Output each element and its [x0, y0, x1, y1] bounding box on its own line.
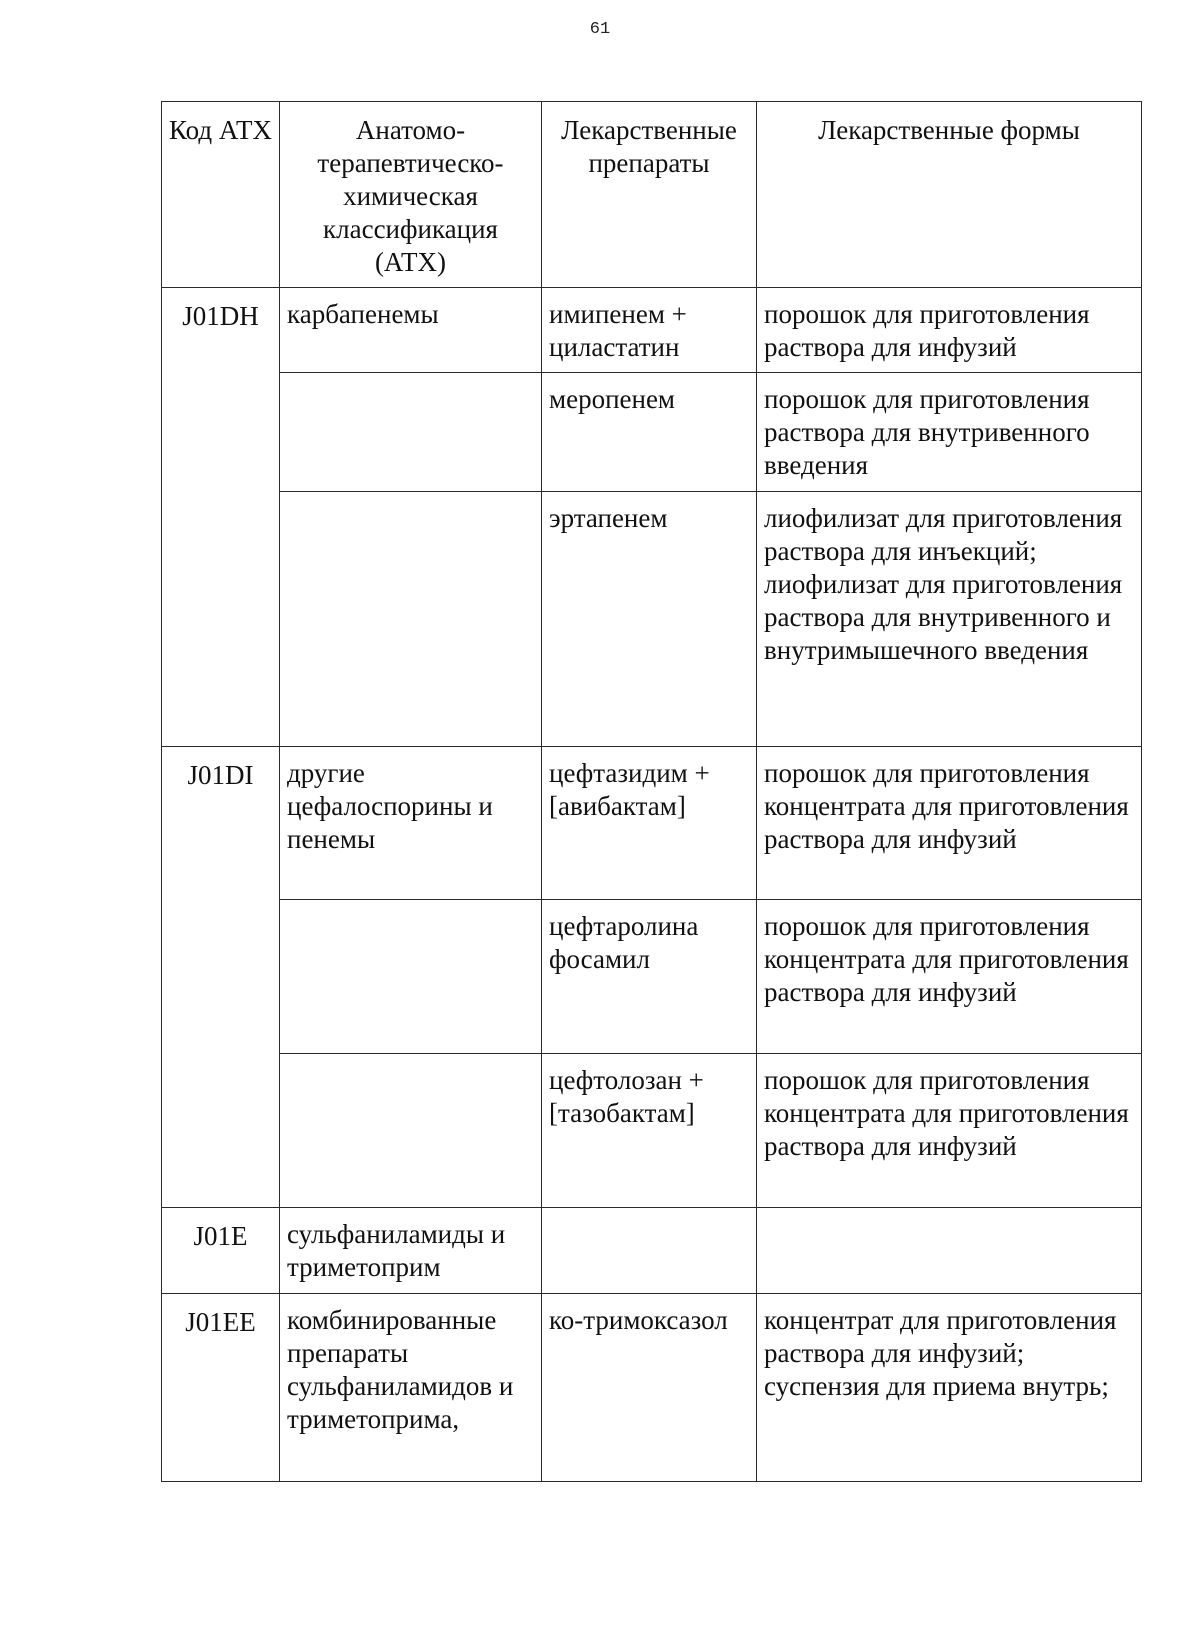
table-row	[162, 1208, 1142, 1294]
header-atx-code: Код АТХ	[162, 102, 280, 288]
drug-cell	[542, 1208, 757, 1294]
atx-code-cell: J01DH	[162, 288, 280, 747]
dosage-form-text: порошок для приготовления концентрата для приготовления раствора для инфузий	[764, 758, 1129, 854]
drug-cell: имипенем + циластатин	[542, 288, 757, 373]
dosage-form-cell	[757, 288, 1142, 373]
page-number: 61	[589, 20, 611, 39]
table-row	[162, 747, 1142, 900]
dosage-form-text: порошок для приготовления раствора для внутривенного введения	[764, 384, 1090, 480]
drug-cell: цефтазидим + [авибактам]	[542, 747, 757, 900]
classification-cell	[280, 1054, 542, 1208]
table-row	[162, 288, 1142, 373]
classification-cell	[280, 492, 542, 747]
dosage-form-cell	[757, 747, 1142, 900]
drug-cell: цефтаролина фосамил	[542, 900, 757, 1054]
dosage-form-cell	[757, 1294, 1142, 1482]
dosage-form-cell	[757, 1054, 1142, 1208]
dosage-form-text: порошок для приготовления раствора для инфузий	[764, 299, 1090, 362]
dosage-form-cell	[757, 492, 1142, 747]
dosage-form-text: концентрат для приготовления раствора для инфузий;	[764, 1305, 1117, 1368]
dosage-form-cell	[757, 1208, 1142, 1294]
table-header-row	[162, 102, 1142, 288]
dosage-form-cell	[757, 373, 1142, 492]
classification-cell: другие цефалоспорины и пенемы	[280, 747, 542, 900]
dosage-form-text: лиофилизат для приготовления раствора для инъекций;	[764, 503, 1123, 566]
classification-cell: комбинированные препараты сульфаниламидов и триметоприма,	[280, 1294, 542, 1482]
atx-code-cell: J01EE	[162, 1294, 280, 1482]
drug-cell: цефтолозан + [тазобактам]	[542, 1054, 757, 1208]
drug-cell: эртапенем	[542, 492, 757, 747]
table-row	[162, 492, 1142, 747]
header-atx-classification: Анатомо-терапевтическо-химическая классификация (АТХ)	[280, 102, 542, 288]
table-row	[162, 1054, 1142, 1208]
classification-cell: сульфаниламиды и триметоприм	[280, 1208, 542, 1294]
table-row	[162, 373, 1142, 492]
dosage-form-text: суспензия для приема внутрь;	[764, 1371, 1109, 1401]
dosage-form-text: лиофилизат для приготовления раствора для внутривенного и внутримышечного введения	[764, 569, 1123, 665]
table-row	[162, 900, 1142, 1054]
drug-cell: меропенем	[542, 373, 757, 492]
classification-cell: карбапенемы	[280, 288, 542, 373]
classification-cell	[280, 900, 542, 1054]
header-dosage-forms: Лекарственные формы	[757, 102, 1142, 288]
atx-code-cell: J01E	[162, 1208, 280, 1294]
header-drugs: Лекарственные препараты	[542, 102, 757, 288]
classification-cell	[280, 373, 542, 492]
atx-code-cell: J01DI	[162, 747, 280, 1208]
dosage-form-cell	[757, 900, 1142, 1054]
dosage-form-text: порошок для приготовления концентрата для приготовления раствора для инфузий	[764, 1065, 1129, 1161]
dosage-form-text: порошок для приготовления концентрата для приготовления раствора для инфузий	[764, 911, 1129, 1007]
table-row	[162, 1294, 1142, 1482]
drug-cell: ко-тримоксазол	[542, 1294, 757, 1482]
atx-table	[161, 101, 1142, 1482]
